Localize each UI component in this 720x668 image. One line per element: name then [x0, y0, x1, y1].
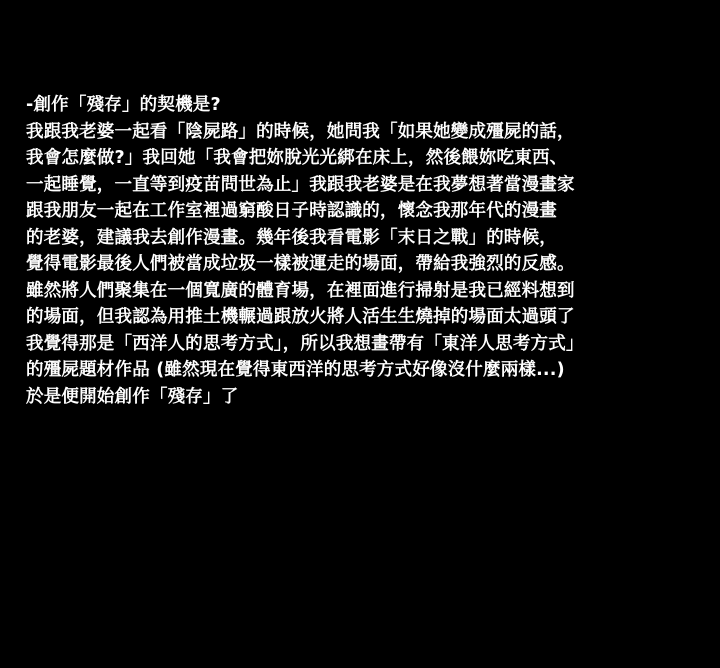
text-line: 覺得電影最後人們被當成垃圾一樣被運走的場面，帶給我強烈的反感。 [26, 254, 575, 274]
text-line: 我會怎麼做?」我回她「我會把妳脫光光綁在床上，然後餵妳吃東西、 [26, 148, 568, 168]
interview-text-block [26, 92, 698, 410]
text-line: 的場面，但我認為用推土機輾過跟放火將人活生生燒掉的場面太過頭了 [26, 307, 575, 327]
text-line: 我跟我老婆一起看「陰屍路」的時候，她問我「如果她變成殭屍的話， [26, 121, 575, 142]
text-line: 雖然將人們聚集在一個寬廣的體育場，在裡面進行掃射是我已經料想到 [26, 280, 575, 301]
text-line: 跟我朋友一起在工作室裡過窮酸日子時認識的，懷念我那年代的漫畫 [26, 201, 557, 221]
text-line: -創作「殘存」的契機是? [26, 95, 221, 115]
text-line: 於是便開始創作「殘存」了 [26, 386, 239, 407]
text-line: 的殭屍題材作品 (雖然現在覺得東西洋的思考方式好像沒什麼兩樣...) [26, 360, 565, 380]
text-line: 我覺得那是「西洋人的思考方式」，所以我想畫帶有「東洋人思考方式」 [26, 333, 584, 354]
text-line: 的老婆，建議我去創作漫畫。幾年後我看電影「末日之戰」的時候， [26, 227, 557, 248]
text-line: 一起睡覺，一直等到疫苗問世為止」我跟我老婆是在我夢想著當漫畫家 [26, 174, 575, 195]
